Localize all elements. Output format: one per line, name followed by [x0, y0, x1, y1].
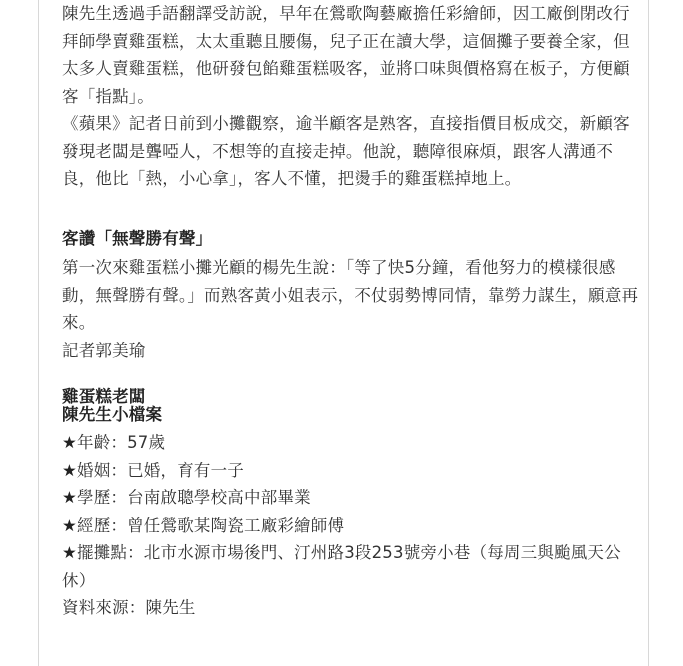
profile-title: [62, 388, 642, 424]
article-paragraph-1: 陳先生透過手語翻譯受訪說，早年在鶯歌陶藝廠擔任彩繪師，因工廠倒閉改行拜師學賣雞蛋糕，太太重聽且腰傷，兒子正在讀大學，這個攤子要養全家，但太多人賣雞蛋糕，他研發包餡雞蛋糕吸客，並將口味與價格寫在板子，方便顧客「指點」。: [62, 4, 630, 106]
profile-item-education: [62, 484, 642, 512]
right-page-border: [648, 0, 649, 666]
profile-item-text: 學歷：台南啟聰學校高中部畢業: [77, 488, 311, 507]
profile-list: [62, 429, 642, 594]
profile-item-age: [62, 429, 642, 457]
reporter-byline: 記者郭美瑜: [62, 340, 146, 360]
profile-title-line-2: 陳先生小檔案: [62, 405, 163, 424]
star-icon: ★: [62, 515, 77, 535]
source-note: 資料來源：陳先生: [62, 598, 196, 617]
article-body: [62, 0, 642, 622]
profile-item-text: 婚姻：已婚，育有一子: [77, 460, 244, 480]
article-paragraph-2: 《蘋果》記者日前到小攤觀察，逾半顧客是熟客，直接指價目板成交，新顧客發現老闆是聾啞人，不想等的直接走掉。他說，聽障很麻煩，跟客人溝通不良，他比「熱，小心拿」，客人不懂，把燙手的雞蛋糕掉地上。: [62, 114, 630, 188]
profile-item-experience: [62, 512, 642, 540]
profile-item-text: 擺攤點：北市水源市場後門、汀州路3段253號旁小巷（每周三與颱風天公休）: [62, 543, 621, 590]
article-paragraph-3: 第一次來雞蛋糕小攤光顧的楊先生說：「等了快5分鐘，看他努力的模樣很感動，無聲勝有聲。」而熟客黃小姐表示，不仗弱勢博同情，靠勞力謀生，願意再來。: [62, 258, 639, 332]
profile-item-marriage: [62, 457, 642, 485]
profile-title-line-1: 雞蛋糕老闆: [62, 387, 146, 406]
profile-item-text: 經歷：曾任鶯歌某陶瓷工廠彩繪師傅: [77, 515, 345, 535]
profile-item-text: 年齡：57歲: [77, 433, 166, 452]
star-icon: ★: [62, 488, 77, 507]
article-subheading: 客讚「無聲勝有聲」: [62, 228, 213, 248]
star-icon: ★: [62, 433, 77, 452]
left-page-border: [38, 0, 39, 666]
star-icon: ★: [62, 460, 77, 480]
star-icon: ★: [62, 543, 77, 562]
profile-item-location: [62, 539, 642, 594]
